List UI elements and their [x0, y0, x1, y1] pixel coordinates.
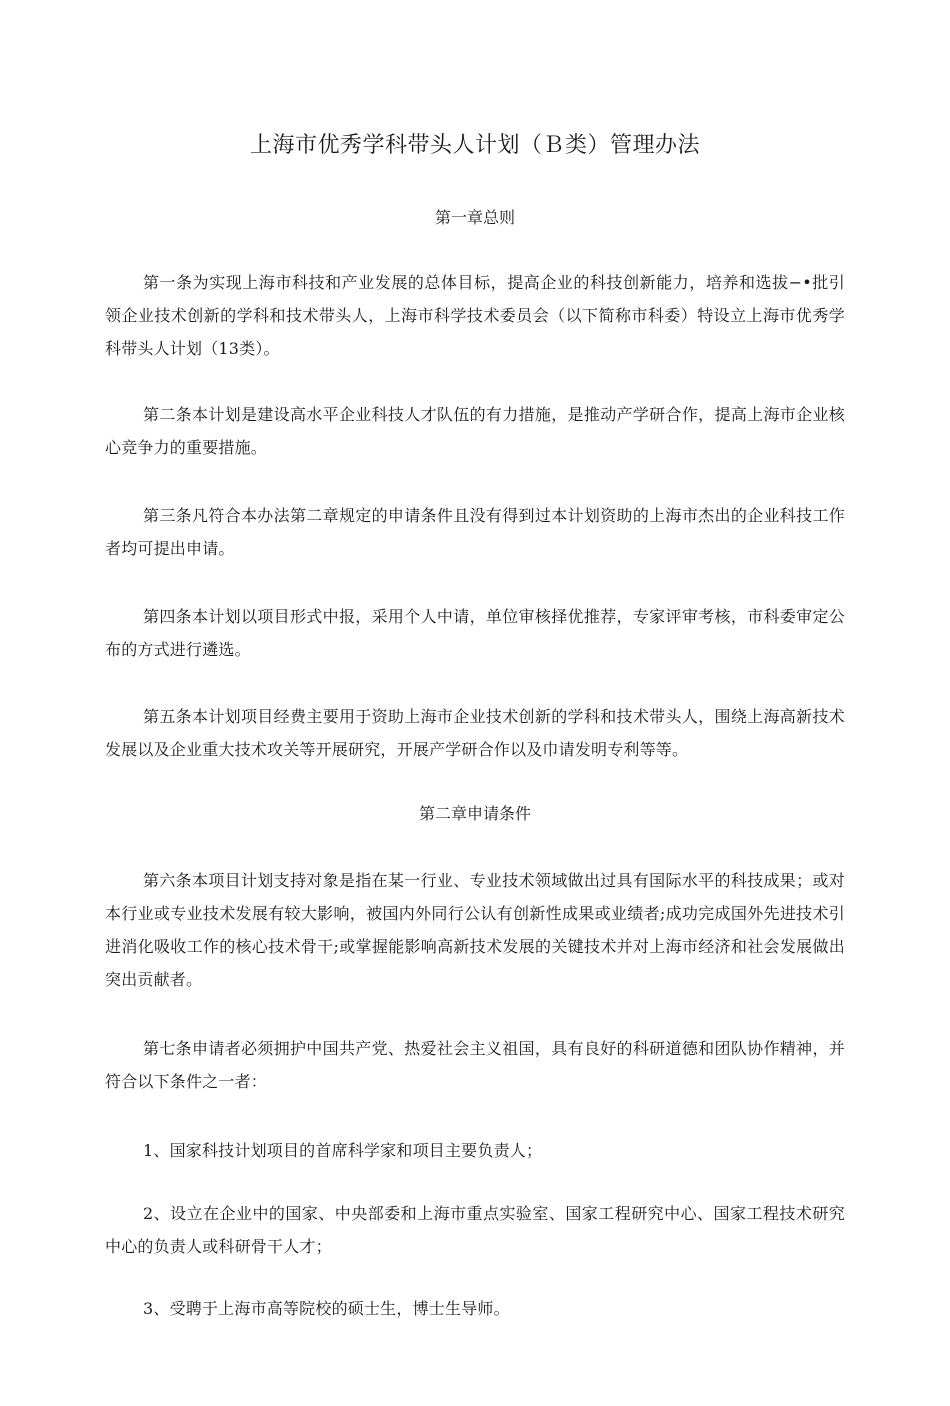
- chapter-heading-1: 第一章总则: [434, 208, 515, 227]
- article-7: 第七条申请者必须拥护中国共产党、热爱社会主义祖国，具有良好的科研道德和团队协作精神，并符合以下条件之一者：: [105, 1039, 845, 1091]
- article-1: 第一条为实现上海市科技和产业发展的总体目标，提高企业的科技创新能力，培养和选拔−•批引领企业技术创新的学科和技术带头人，上海市科学技术委员会（以下简称市科委）特设立上海市优秀学科带头人计划（13类）。: [105, 273, 845, 358]
- chapter-heading-2: 第二章申请条件: [418, 804, 531, 823]
- article-5: 第五条本计划项目经费主要用于资助上海市企业技术创新的学科和技术带头人，围绕上海高新技术发展以及企业重大技术攻关等开展研究，开展产学研合作以及巾请发明专利等等。: [105, 707, 845, 759]
- list-item-1: 1、国家科技计划项目的首席科学家和项目主要负责人；: [143, 1141, 543, 1160]
- list-item-3: 3、受聘于上海市高等院校的硕士生，博士生导师。: [143, 1299, 510, 1318]
- article-2: 第二条本计划是建设高水平企业科技人才队伍的有力措施，是推动产学研合作，提高上海市企业核心竞争力的重要措施。: [105, 405, 845, 457]
- article-4: 第四条本计划以项目形式中报，采用个人中请，单位审核择优推荐，专家评审考核，市科委审定公布的方式进行遴选。: [105, 607, 845, 659]
- list-item-2: 2、设立在企业中的国家、中央部委和上海市重点实验室、国家工程研究中心、国家工程技术研究中心的负责人或科研骨干人才；: [105, 1204, 845, 1256]
- article-6: 第六条本项目计划支持对象是指在某一行业、专业技术领域做出过具有国际水平的科技成果；或对本行业或专业技术发展有较大影响，被国内外同行公认有创新性成果或业绩者;成功完成国外先进技术引进消化吸收工作的核心技术骨干;或掌握能影响高新技术发展的关键技术并对上海市经济和社会发展做出突出贡献者。: [105, 871, 845, 989]
- document-title: 上海市优秀学科带头人计划（Ｂ类）管理办法: [249, 133, 700, 158]
- article-3: 第三条凡符合本办法第二章规定的申请条件且没有得到过本计划资助的上海市杰出的企业科技工作者均可提出申请。: [105, 506, 845, 558]
